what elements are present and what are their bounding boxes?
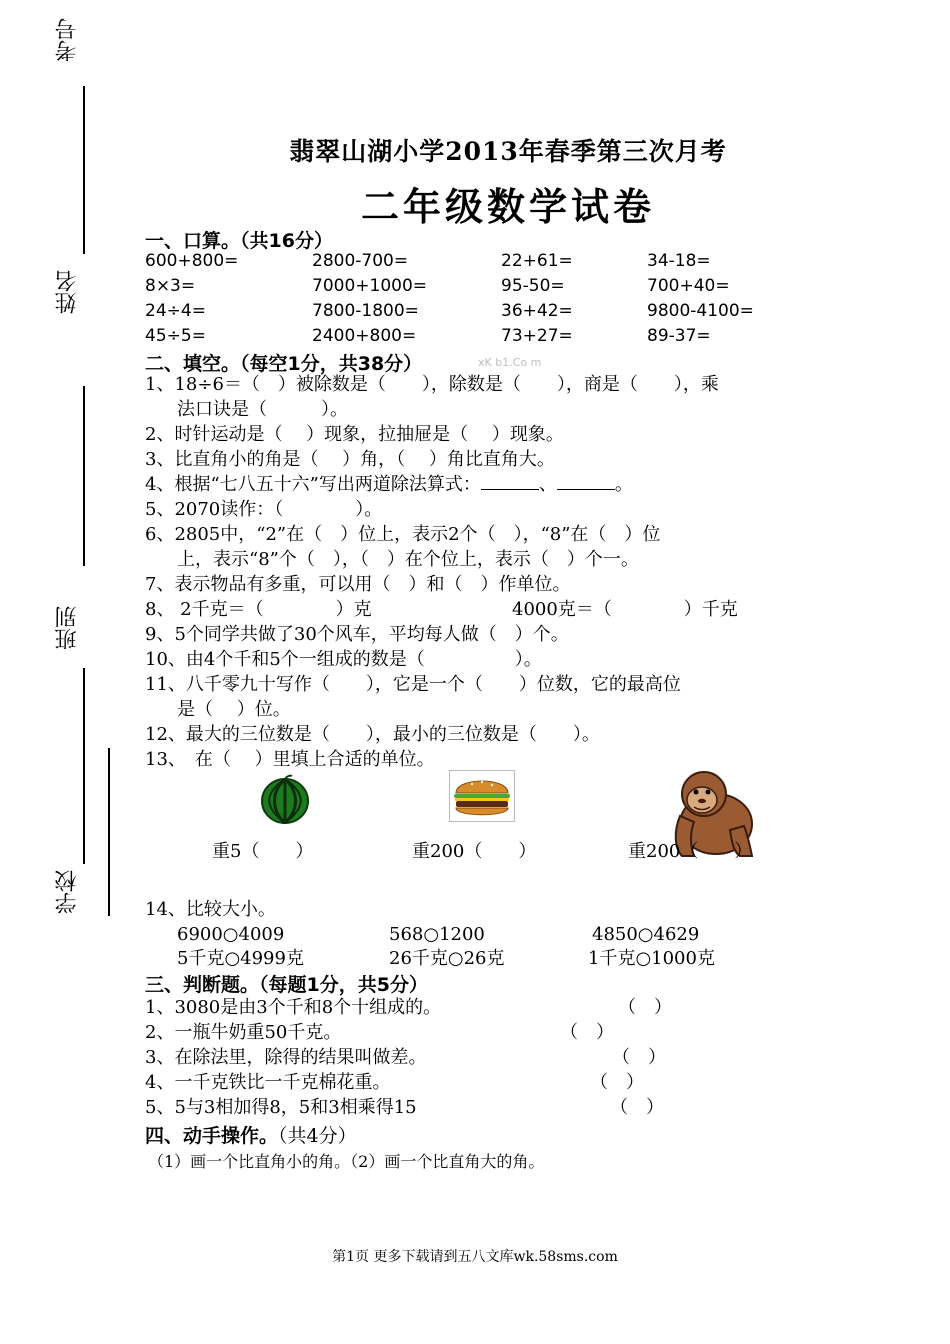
compare-item: 26千克○26克 xyxy=(389,948,505,969)
fill-q3: 3、比直角小的角是（ ）角，（ ）角比直角大。 xyxy=(145,449,555,470)
calc-item: 8×3= xyxy=(145,276,196,296)
section4-heading-bold: 四、动手操作。 xyxy=(145,1125,279,1147)
school-side-line xyxy=(108,748,110,916)
calc-item: 2800-700= xyxy=(312,251,409,271)
fill-q1-line1: 1、18÷6＝（ ）被除数是（ ），除数是（ ），商是（ ），乘 xyxy=(145,374,719,395)
class-label: 班别 xyxy=(55,606,80,650)
compare-item: 568○1200 xyxy=(389,924,485,945)
fill-q6-line1: 6、2805中，“2”在（ ）位上，表示2个（ ），“8”在（ ）位 xyxy=(145,524,661,545)
fill-q4 xyxy=(145,473,633,497)
section1-heading: 一、口算。（共16分） xyxy=(145,230,333,252)
calc-item: 45÷5= xyxy=(145,326,206,346)
judge-item: 4、一千克铁比一千克棉花重。 xyxy=(145,1072,391,1093)
fill-q11-line2: 是（ ）位。 xyxy=(177,699,291,720)
judge-item: 1、3080是由3个千和8个十组成的。 xyxy=(145,997,442,1018)
fill-q1-line2: 法口诀是（ ）。 xyxy=(177,399,348,420)
weight-watermelon: 重5（ ） xyxy=(212,841,314,862)
exam-title: 二年级数学试卷 xyxy=(360,184,655,229)
school-label: 学校 xyxy=(55,870,80,914)
fill-q10: 10、由4个千和5个一组成的数是（ ）。 xyxy=(145,649,542,670)
fill-q4-end: 。 xyxy=(614,474,633,495)
section2-heading: 二、填空。（每空1分，共38分） xyxy=(145,353,423,375)
name-line xyxy=(83,386,85,566)
judge-item: 5、5与3相加得8，5和3相乘得15 xyxy=(145,1097,417,1118)
fill-q9: 9、5个同学共做了30个风车，平均每人做（ ）个。 xyxy=(145,624,569,645)
calc-item: 36+42= xyxy=(501,301,573,321)
fill-q13: 13、 在（ ）里填上合适的单位。 xyxy=(145,749,435,770)
school-exam-subtitle: 翡翠山湖小学2013年春季第三次月考 xyxy=(289,137,727,166)
section4-heading xyxy=(145,1121,357,1148)
compare-item: 4850○4629 xyxy=(592,924,700,945)
compare-item: 6900○4009 xyxy=(177,924,285,945)
fill-q11-line1: 11、八千零九十写作（ ），它是一个（ ）位数，它的最高位 xyxy=(145,674,681,695)
fill-q8-right: 4000克＝（ ）千克 xyxy=(512,599,738,620)
section3-heading: 三、判断题。（每题1分，共5分） xyxy=(145,974,428,996)
calc-item: 700+40= xyxy=(647,276,730,296)
calc-item: 73+27= xyxy=(501,326,573,346)
exam-number-label: 考号 xyxy=(55,18,80,62)
judge-mark[interactable]: （ ） xyxy=(560,1022,614,1043)
calc-item: 2400+800= xyxy=(312,326,417,346)
calc-item: 34-18= xyxy=(647,251,711,271)
calc-item: 89-37= xyxy=(647,326,711,346)
class-line xyxy=(83,668,85,864)
calc-item: 24÷4= xyxy=(145,301,206,321)
calc-item: 7000+1000= xyxy=(312,276,428,296)
calc-item: 7800-1800= xyxy=(312,301,419,321)
watermelon-image xyxy=(259,774,313,826)
weight-hamburger: 重200（ ） xyxy=(412,841,537,862)
calc-item: 9800-4100= xyxy=(647,301,754,321)
drawing-task: （1）画一个比直角小的角。（2）画一个比直角大的角。 xyxy=(148,1152,545,1171)
weight-gorilla: 重200（ ） xyxy=(628,841,753,862)
fill-q12: 12、最大的三位数是（ ），最小的三位数是（ ）。 xyxy=(145,724,600,745)
judge-item: 2、一瓶牛奶重50千克。 xyxy=(145,1022,342,1043)
fill-q6-line2: 上，表示“8”个（ ），（ ）在个位上，表示（ ）个一。 xyxy=(177,549,639,570)
section4-heading-points: （共4分） xyxy=(278,1125,357,1147)
fill-q5: 5、2070读作：（ ）。 xyxy=(145,499,383,520)
judge-mark[interactable]: （ ） xyxy=(590,1072,644,1093)
judge-mark[interactable]: （ ） xyxy=(612,1047,666,1068)
fill-q7: 7、表示物品有多重，可以用（ ）和（ ）作单位。 xyxy=(145,574,571,595)
compare-item: 5千克○4999克 xyxy=(177,948,304,969)
fill-q4-sep: 、 xyxy=(538,474,557,495)
name-label: 姓名 xyxy=(55,270,80,314)
fill-q4-text: 4、根据“七八五十六”写出两道除法算式： xyxy=(145,474,481,495)
compare-item: 1千克○1000克 xyxy=(588,948,715,969)
judge-mark[interactable]: （ ） xyxy=(618,997,672,1018)
judge-item: 3、在除法里，除得的结果叫做差。 xyxy=(145,1047,427,1068)
fill-q2: 2、时针运动是（ ）现象，拉抽屉是（ ）现象。 xyxy=(145,424,564,445)
answer-blank[interactable] xyxy=(557,475,615,490)
calc-item: 95-50= xyxy=(501,276,565,296)
judge-mark[interactable]: （ ） xyxy=(610,1097,664,1118)
hamburger-image xyxy=(449,770,515,822)
calc-item: 600+800= xyxy=(145,251,239,271)
calc-item: 22+61= xyxy=(501,251,573,271)
fill-q14: 14、比较大小。 xyxy=(145,899,276,920)
fill-q8-left: 8、 2千克＝（ ）克 xyxy=(145,599,372,620)
answer-blank[interactable] xyxy=(481,475,539,490)
page-footer: 第1页 更多下载请到五八文库wk.58sms.com xyxy=(332,1249,618,1265)
watermark: xK b1.Co m xyxy=(478,356,542,369)
